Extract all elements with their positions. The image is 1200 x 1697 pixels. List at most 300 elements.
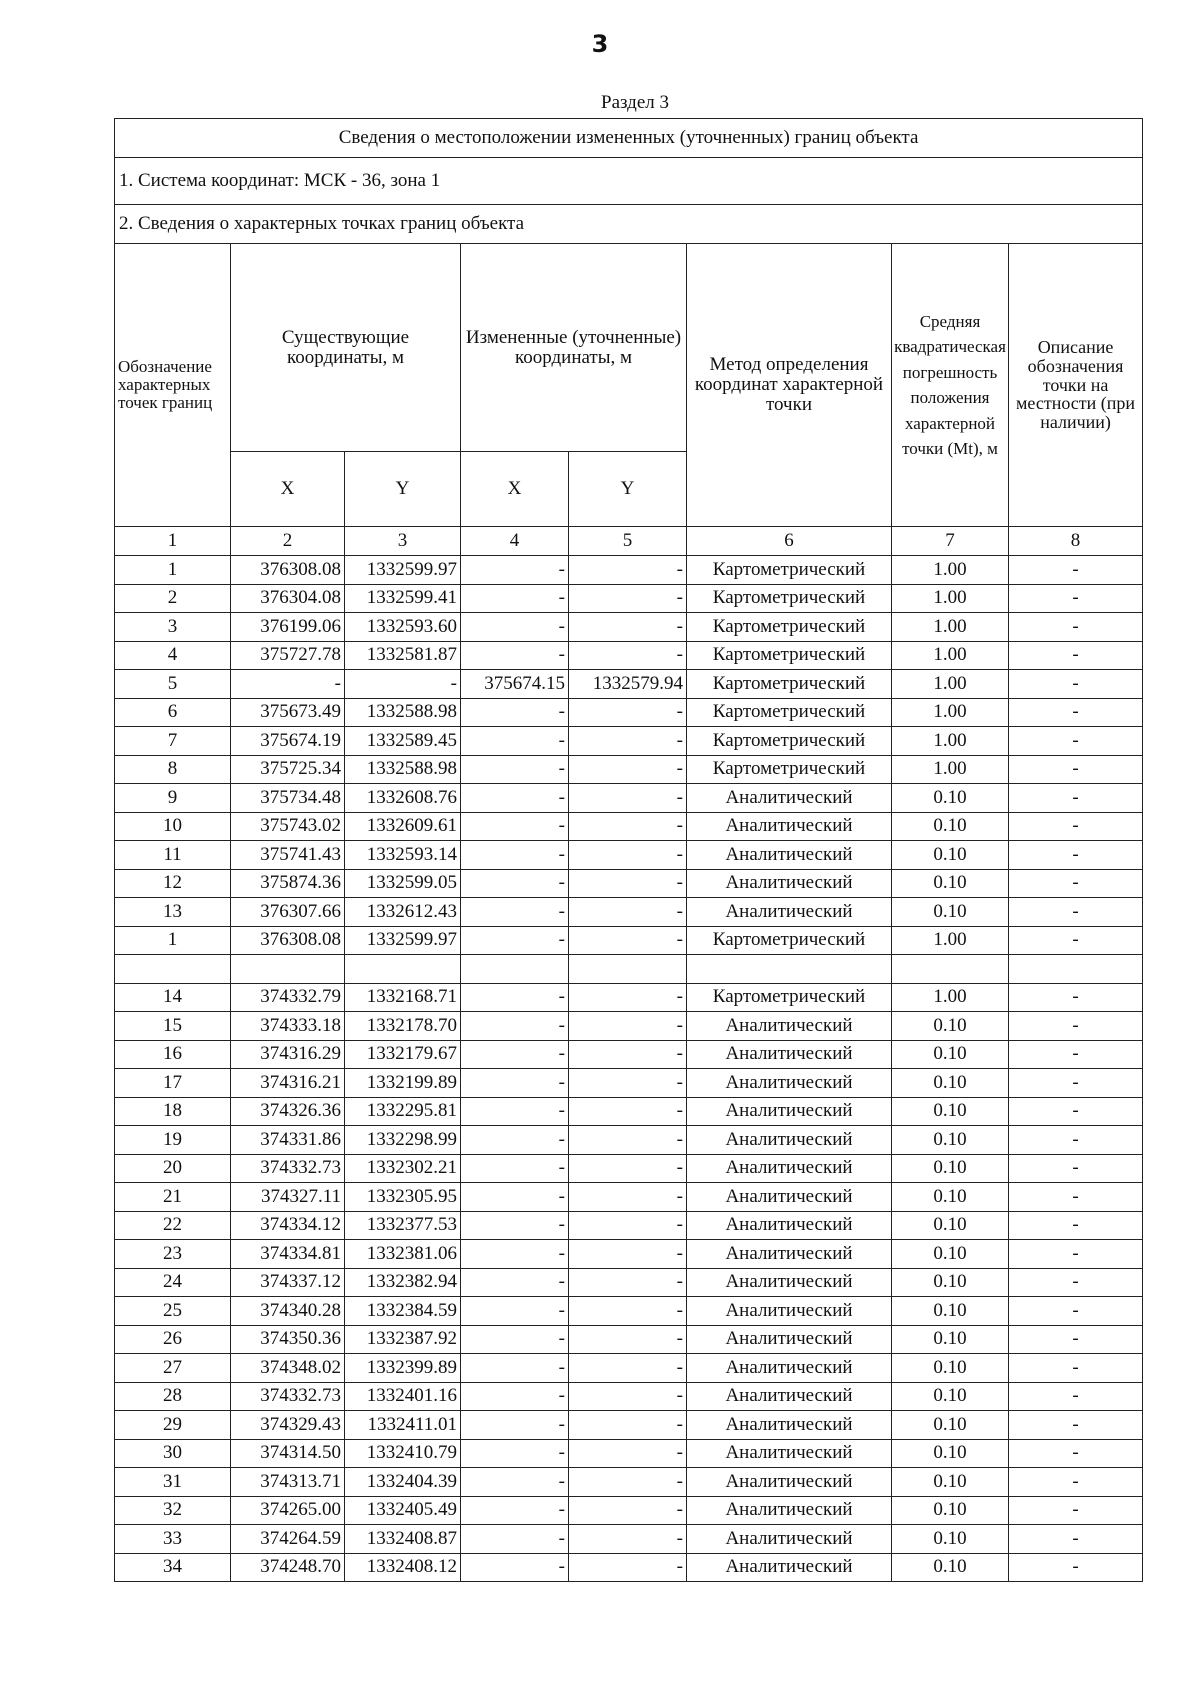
table-row [115,670,1143,699]
cell-error [892,955,1009,984]
cell-existing-x: 374333.18 [231,1012,345,1041]
cell-error: 0.10 [892,1211,1009,1240]
cell-point-number: 28 [115,1382,231,1411]
cell-point-number [115,955,231,984]
cell-error: 0.10 [892,841,1009,870]
cell-method: Аналитический [687,1040,892,1069]
cell-description: - [1009,1411,1143,1440]
cell-changed-y: - [569,556,687,585]
cell-error: 0.10 [892,1382,1009,1411]
cell-error: 1.00 [892,755,1009,784]
cell-point-number: 33 [115,1525,231,1554]
cell-existing-y: - [345,670,461,699]
cell-existing-y: 1332381.06 [345,1240,461,1269]
cell-existing-x: 374264.59 [231,1525,345,1554]
cell-description: - [1009,641,1143,670]
cell-method: Аналитический [687,1297,892,1326]
cell-existing-x: 374332.73 [231,1154,345,1183]
cell-error: 0.10 [892,1297,1009,1326]
cell-changed-x: - [461,1297,569,1326]
table-row [115,641,1143,670]
cell-error: 0.10 [892,1069,1009,1098]
coordinates-table [114,118,1143,1582]
cell-existing-y: 1332599.05 [345,869,461,898]
cell-existing-x: 374313.71 [231,1468,345,1497]
cell-existing-y: 1332295.81 [345,1097,461,1126]
table-row [115,983,1143,1012]
cell-changed-y: - [569,784,687,813]
cell-changed-x: - [461,698,569,727]
table-row [115,1525,1143,1554]
column-number: 5 [569,527,687,556]
cell-error: 1.00 [892,983,1009,1012]
cell-existing-x [231,955,345,984]
cell-changed-x: - [461,556,569,585]
cell-error: 0.10 [892,1154,1009,1183]
cell-existing-y: 1332302.21 [345,1154,461,1183]
cell-method: Аналитический [687,1183,892,1212]
header-changed-coords: Измененные (уточненные) координаты, м [461,244,687,452]
cell-existing-y: 1332589.45 [345,727,461,756]
cell-existing-y: 1332593.14 [345,841,461,870]
cell-existing-x: 374329.43 [231,1411,345,1440]
cell-changed-x: - [461,1439,569,1468]
table-row [115,1069,1143,1098]
cell-method: Аналитический [687,1325,892,1354]
table-row [115,1040,1143,1069]
cell-existing-x: 376308.08 [231,926,345,955]
cell-existing-x: 374316.29 [231,1040,345,1069]
cell-changed-x: - [461,641,569,670]
cell-method: Аналитический [687,1411,892,1440]
cell-method: Картометрический [687,670,892,699]
coordinate-system: 1. Система координат: МСК - 36, зона 1 [115,158,1143,205]
cell-changed-y: - [569,1040,687,1069]
cell-method: Картометрический [687,983,892,1012]
cell-changed-y: - [569,869,687,898]
cell-method: Картометрический [687,613,892,642]
cell-point-number: 31 [115,1468,231,1497]
cell-existing-x: 374327.11 [231,1183,345,1212]
cell-changed-x: - [461,755,569,784]
cell-point-number: 12 [115,869,231,898]
cell-changed-y [569,955,687,984]
cell-changed-y: - [569,755,687,784]
cell-error: 1.00 [892,670,1009,699]
column-number: 7 [892,527,1009,556]
cell-error: 1.00 [892,926,1009,955]
cell-existing-y: 1332408.87 [345,1525,461,1554]
table-row [115,812,1143,841]
cell-error: 0.10 [892,1496,1009,1525]
table-row [115,1496,1143,1525]
cell-changed-x: - [461,1496,569,1525]
cell-existing-y: 1332411.01 [345,1411,461,1440]
cell-existing-y: 1332401.16 [345,1382,461,1411]
cell-point-number: 3 [115,613,231,642]
cell-point-number: 23 [115,1240,231,1269]
cell-error: 0.10 [892,1411,1009,1440]
cell-point-number: 9 [115,784,231,813]
cell-existing-y: 1332588.98 [345,755,461,784]
cell-existing-x: 375725.34 [231,755,345,784]
cell-description: - [1009,1154,1143,1183]
cell-changed-x: - [461,1240,569,1269]
page-number: 3 [591,30,609,58]
cell-existing-y: 1332382.94 [345,1268,461,1297]
cell-changed-x: - [461,1040,569,1069]
cell-changed-x: - [461,1097,569,1126]
cell-existing-y: 1332405.49 [345,1496,461,1525]
points-heading: 2. Сведения о характерных точках границ объекта [115,205,1143,244]
cell-existing-y: 1332178.70 [345,1012,461,1041]
cell-changed-y: - [569,898,687,927]
cell-existing-y: 1332612.43 [345,898,461,927]
cell-changed-x [461,955,569,984]
cell-changed-y: - [569,1012,687,1041]
cell-method: Аналитический [687,1211,892,1240]
cell-existing-x: 375743.02 [231,812,345,841]
cell-changed-x: - [461,1354,569,1383]
cell-changed-x: - [461,1012,569,1041]
cell-description: - [1009,841,1143,870]
cell-existing-y: 1332298.99 [345,1126,461,1155]
cell-existing-x: 375673.49 [231,698,345,727]
table-row [115,869,1143,898]
cell-point-number: 16 [115,1040,231,1069]
cell-changed-x: - [461,812,569,841]
cell-changed-x: - [461,727,569,756]
cell-description: - [1009,556,1143,585]
cell-method: Аналитический [687,1240,892,1269]
table-row [115,926,1143,955]
cell-error: 0.10 [892,1183,1009,1212]
cell-existing-x: 374265.00 [231,1496,345,1525]
table-row [115,1183,1143,1212]
cell-description: - [1009,727,1143,756]
cell-point-number: 4 [115,641,231,670]
cell-method: Аналитический [687,898,892,927]
cell-changed-x: - [461,983,569,1012]
cell-method: Картометрический [687,926,892,955]
cell-existing-x: 374314.50 [231,1439,345,1468]
cell-existing-x: 374316.21 [231,1069,345,1098]
cell-error: 1.00 [892,556,1009,585]
table-row [115,1126,1143,1155]
cell-changed-y: - [569,983,687,1012]
cell-point-number: 8 [115,755,231,784]
cell-point-number: 21 [115,1183,231,1212]
cell-changed-y: - [569,926,687,955]
header-existing-y: Y [345,452,461,527]
table-row [115,1297,1143,1326]
table-row [115,613,1143,642]
cell-method: Аналитический [687,1097,892,1126]
table-row [115,1097,1143,1126]
cell-error: 0.10 [892,1097,1009,1126]
cell-changed-y: - [569,1268,687,1297]
table-row [115,1439,1143,1468]
cell-description: - [1009,869,1143,898]
column-number: 2 [231,527,345,556]
cell-point-number: 7 [115,727,231,756]
table-row [115,1325,1143,1354]
cell-existing-x: 375874.36 [231,869,345,898]
table-row [115,755,1143,784]
cell-changed-y: - [569,641,687,670]
cell-existing-y: 1332305.95 [345,1183,461,1212]
cell-method: Аналитический [687,1154,892,1183]
cell-description: - [1009,1240,1143,1269]
cell-point-number: 18 [115,1097,231,1126]
cell-point-number: 6 [115,698,231,727]
cell-existing-y: 1332410.79 [345,1439,461,1468]
cell-changed-x: - [461,841,569,870]
cell-existing-y: 1332377.53 [345,1211,461,1240]
table-body [115,556,1143,1582]
cell-description: - [1009,1325,1143,1354]
cell-existing-x: 376307.66 [231,898,345,927]
cell-existing-y: 1332599.41 [345,584,461,613]
cell-point-number: 11 [115,841,231,870]
cell-method [687,955,892,984]
cell-changed-x: - [461,1154,569,1183]
cell-existing-y: 1332399.89 [345,1354,461,1383]
cell-method: Картометрический [687,755,892,784]
table-row [115,698,1143,727]
cell-method: Аналитический [687,1496,892,1525]
table-row [115,1382,1143,1411]
cell-changed-x: - [461,1382,569,1411]
cell-existing-x: 375734.48 [231,784,345,813]
cell-changed-y: - [569,1325,687,1354]
cell-error: 1.00 [892,727,1009,756]
header-method: Метод определения координат характерной точки [687,244,892,527]
cell-point-number: 14 [115,983,231,1012]
cell-changed-x: - [461,926,569,955]
header-designation: Обозначение характерных точек границ [115,244,231,527]
cell-changed-y: - [569,1183,687,1212]
table-row [115,1411,1143,1440]
cell-description: - [1009,1211,1143,1240]
cell-error: 0.10 [892,1439,1009,1468]
table-row [115,1012,1143,1041]
cell-error: 1.00 [892,698,1009,727]
cell-description: - [1009,1069,1143,1098]
cell-description: - [1009,613,1143,642]
cell-changed-x: - [461,1325,569,1354]
cell-existing-x: 374350.36 [231,1325,345,1354]
cell-existing-x: 375727.78 [231,641,345,670]
cell-description: - [1009,1496,1143,1525]
cell-point-number: 13 [115,898,231,927]
cell-description [1009,955,1143,984]
cell-changed-y: - [569,1211,687,1240]
cell-error: 0.10 [892,1240,1009,1269]
cell-error: 0.10 [892,1325,1009,1354]
cell-method: Аналитический [687,1354,892,1383]
section-label: Раздел 3 [601,92,669,113]
table-row [115,1211,1143,1240]
cell-description: - [1009,812,1143,841]
cell-method: Аналитический [687,1439,892,1468]
cell-method: Аналитический [687,812,892,841]
cell-description: - [1009,1553,1143,1582]
cell-description: - [1009,1126,1143,1155]
cell-description: - [1009,926,1143,955]
cell-existing-y [345,955,461,984]
table-row [115,1240,1143,1269]
cell-method: Картометрический [687,641,892,670]
cell-existing-y: 1332599.97 [345,926,461,955]
cell-changed-y: - [569,812,687,841]
cell-changed-x: - [461,1411,569,1440]
cell-changed-y: - [569,613,687,642]
table-row [115,841,1143,870]
cell-changed-x: - [461,1183,569,1212]
cell-point-number: 34 [115,1553,231,1582]
cell-changed-y: - [569,1382,687,1411]
cell-point-number: 32 [115,1496,231,1525]
cell-changed-x: - [461,584,569,613]
cell-point-number: 19 [115,1126,231,1155]
cell-point-number: 22 [115,1211,231,1240]
cell-changed-x: - [461,784,569,813]
cell-method: Аналитический [687,1553,892,1582]
cell-method: Аналитический [687,1126,892,1155]
cell-existing-x: 376308.08 [231,556,345,585]
cell-existing-x: 374331.86 [231,1126,345,1155]
cell-description: - [1009,670,1143,699]
cell-existing-x: - [231,670,345,699]
cell-point-number: 29 [115,1411,231,1440]
cell-changed-y: - [569,1126,687,1155]
cell-method: Аналитический [687,1012,892,1041]
cell-point-number: 27 [115,1354,231,1383]
cell-existing-y: 1332408.12 [345,1553,461,1582]
cell-method: Аналитический [687,1069,892,1098]
table-row [115,898,1143,927]
cell-existing-x: 374334.81 [231,1240,345,1269]
cell-changed-y: - [569,1097,687,1126]
cell-point-number: 1 [115,926,231,955]
cell-changed-y: - [569,841,687,870]
cell-method: Картометрический [687,584,892,613]
cell-error: 0.10 [892,869,1009,898]
cell-error: 0.10 [892,812,1009,841]
cell-point-number: 5 [115,670,231,699]
cell-existing-x: 374340.28 [231,1297,345,1326]
cell-error: 0.10 [892,1553,1009,1582]
cell-changed-x: - [461,1268,569,1297]
cell-method: Картометрический [687,698,892,727]
cell-point-number: 26 [115,1325,231,1354]
cell-existing-y: 1332593.60 [345,613,461,642]
header-existing-coords: Существующие координаты, м [231,244,461,452]
cell-point-number: 24 [115,1268,231,1297]
cell-existing-x: 374334.12 [231,1211,345,1240]
cell-existing-y: 1332404.39 [345,1468,461,1497]
cell-changed-y: - [569,1468,687,1497]
cell-existing-y: 1332608.76 [345,784,461,813]
cell-description: - [1009,755,1143,784]
cell-description: - [1009,1439,1143,1468]
cell-error: 0.10 [892,784,1009,813]
cell-changed-x: 375674.15 [461,670,569,699]
cell-method: Аналитический [687,1525,892,1554]
table-row [115,556,1143,585]
header-existing-x: X [231,452,345,527]
cell-method: Картометрический [687,727,892,756]
cell-existing-y: 1332384.59 [345,1297,461,1326]
column-number: 1 [115,527,231,556]
cell-existing-y: 1332199.89 [345,1069,461,1098]
cell-error: 1.00 [892,641,1009,670]
cell-changed-x: - [461,1525,569,1554]
cell-description: - [1009,1525,1143,1554]
cell-point-number: 20 [115,1154,231,1183]
cell-existing-x: 374326.36 [231,1097,345,1126]
table-row [115,1268,1143,1297]
cell-existing-x: 376304.08 [231,584,345,613]
cell-method: Аналитический [687,1382,892,1411]
cell-changed-y: - [569,1525,687,1554]
cell-existing-x: 375741.43 [231,841,345,870]
cell-error: 0.10 [892,1354,1009,1383]
column-number: 6 [687,527,892,556]
table-row [115,1354,1143,1383]
cell-changed-y: - [569,1069,687,1098]
cell-description: - [1009,1297,1143,1326]
cell-existing-y: 1332168.71 [345,983,461,1012]
table-title: Сведения о местоположении измененных (уточненных) границ объекта [115,119,1143,158]
cell-existing-x: 374348.02 [231,1354,345,1383]
column-number: 3 [345,527,461,556]
cell-existing-y: 1332387.92 [345,1325,461,1354]
header-changed-y: Y [569,452,687,527]
cell-changed-x: - [461,1468,569,1497]
cell-existing-y: 1332588.98 [345,698,461,727]
cell-changed-y: - [569,584,687,613]
cell-error: 0.10 [892,1468,1009,1497]
table-row [115,584,1143,613]
table-row [115,727,1143,756]
cell-changed-y: - [569,698,687,727]
cell-changed-x: - [461,1553,569,1582]
cell-description: - [1009,983,1143,1012]
cell-changed-y: - [569,1154,687,1183]
column-number: 8 [1009,527,1143,556]
cell-changed-y: 1332579.94 [569,670,687,699]
cell-changed-y: - [569,1297,687,1326]
cell-method: Аналитический [687,784,892,813]
cell-changed-y: - [569,727,687,756]
table-row [115,784,1143,813]
cell-changed-y: - [569,1553,687,1582]
cell-method: Аналитический [687,1268,892,1297]
cell-error: 1.00 [892,613,1009,642]
cell-description: - [1009,1468,1143,1497]
cell-changed-y: - [569,1496,687,1525]
cell-point-number: 17 [115,1069,231,1098]
cell-changed-y: - [569,1354,687,1383]
cell-existing-y: 1332599.97 [345,556,461,585]
cell-method: Аналитический [687,869,892,898]
cell-error: 0.10 [892,898,1009,927]
column-number: 4 [461,527,569,556]
cell-description: - [1009,1268,1143,1297]
cell-description: - [1009,898,1143,927]
